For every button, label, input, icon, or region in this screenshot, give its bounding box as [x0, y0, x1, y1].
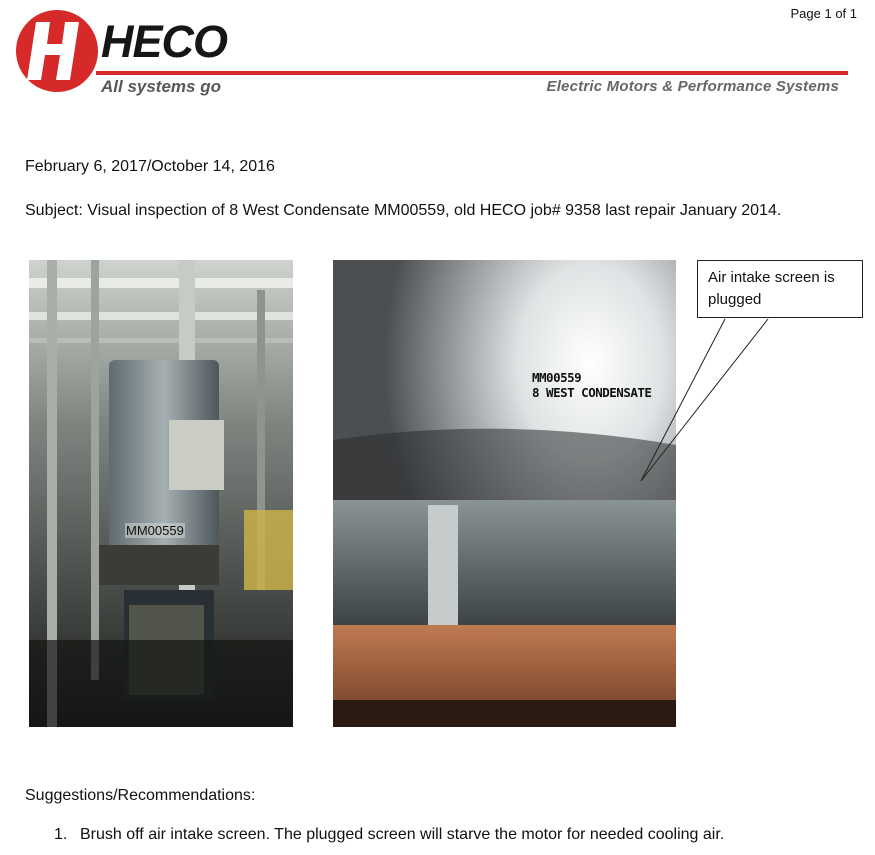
screen-id-line2: 8 WEST CONDENSATE	[532, 385, 652, 400]
tagline: All systems go	[101, 77, 221, 96]
page-number: Page 1 of 1	[790, 6, 857, 21]
motor-photo	[29, 260, 293, 727]
company-subtitle: Electric Motors & Performance Systems	[546, 78, 839, 95]
brand-name: HECO	[101, 16, 228, 67]
heco-logo-icon	[14, 8, 100, 94]
air-intake-screen-photo	[333, 260, 676, 727]
screen-id-label	[532, 370, 651, 400]
recommendations-heading: Suggestions/Recommendations:	[25, 787, 256, 804]
callout-note: Air intake screen is plugged	[697, 260, 863, 318]
recommendation-item: Brush off air intake screen. The plugged screen will starve the motor for needed cooling air.	[80, 826, 725, 843]
document-subject: Subject: Visual inspection of 8 West Condensate MM00559, old HECO job# 9358 last repair January 2014.	[25, 202, 782, 219]
recommendation-number: 1.	[54, 826, 68, 843]
motor-id-label: MM00559	[126, 523, 184, 538]
screen-id-line1: MM00559	[532, 370, 582, 385]
document-date: February 6, 2017/October 14, 2016	[25, 158, 275, 175]
header-rule	[96, 71, 848, 75]
